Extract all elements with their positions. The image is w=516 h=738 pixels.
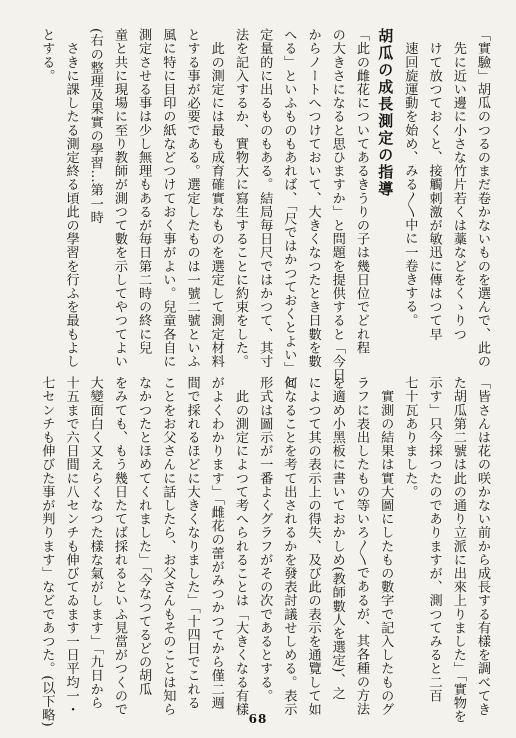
measurement-paragraph: 此の測定には最も成育確實なものを選定して測定材料 とする事が必要である。選定したものは一號二號といふ 風に特に目印の紙などつけておく事がよい。兒童各自に 測定させる事は少し無理もあるが毎日第二時の終に兒 童と共に現場に至り教師が測つて數を示してやつてよい (右の整理及果實の學習…第一時 さきに課したる測定終る頃此の學習を行ふを最もよし とする。 bbox=[39, 28, 224, 368]
page-number: 68 bbox=[248, 712, 268, 726]
question-paragraph: 「此の雌花についてあるきうりの子は幾日位でどれ程 の大きさになると思ひますか」と問題を提供すると「今日 からノートへつけておいて、大きくなつたとき日數を數 へる」といふものもあれば、「尺ではかつておくとよい」と 定量的に出るものもある。結局毎日尺ではかつて、其寸 法を記入するか、實物大に寫生することに約束をした。 bbox=[232, 28, 369, 389]
top-text-column-block bbox=[39, 28, 494, 389]
harvest-paragraph: 「皆さんは花の咲かない前から成長する有樣を調べてき た胡瓜第二號は此の通り立派に出來上りました」「實物を 示す」只今採つたのでありますが、測つてみると二百 七十瓦ありました。 bbox=[402, 376, 490, 723]
experiment-paragraph: 「實驗」胡瓜のつるのまだ卷かないものを選んで、此の 先に近い邊に小さな竹片若くは藁などをくゝりつ けて放つておくと、接觸刺激が敏迅に傳はつて早 速回旋運動を始め、みる〳〵中に一卷きする。 bbox=[402, 28, 490, 368]
graph-paragraph: 實測の結果は實大圖にしたもの數字で記入したものグ ラフに表出したもの等いろ〳〵であるが、其各種の方法 を適め小黑板に書いておかしめ(教師數人を選定)、之 によつて其の表示上の得失、及び此の表示を通覽して如 何なることを考て出されるかを發表討議せしめる。表示 形式は圖示が一番よくグラフがその次であるとする。 bbox=[257, 376, 394, 716]
children-remarks-paragraph: 此の測定によつて考へられることは「大きくなる有樣 がよくわかります」「雌花の蕾がみつかつてから僅二週 間で採れるほどに大きくなりました」「十四日でこれる ことをお父さんに話したら、お父さんもそのことは知ら なかつたとほめてくれました」「今なつてるどの胡瓜 をみても、もう幾日たてば採れるといふ見當がつくので 大變面白く又えらくなつた樣な氣がします」「九日から 十五まで六日間に八センチも伸びてゐます一日平均一・ 七センチも伸びた事が判ります」などであつた。(以下略) bbox=[39, 376, 248, 728]
section-heading: 胡瓜の成長測定の指導 bbox=[376, 28, 395, 198]
